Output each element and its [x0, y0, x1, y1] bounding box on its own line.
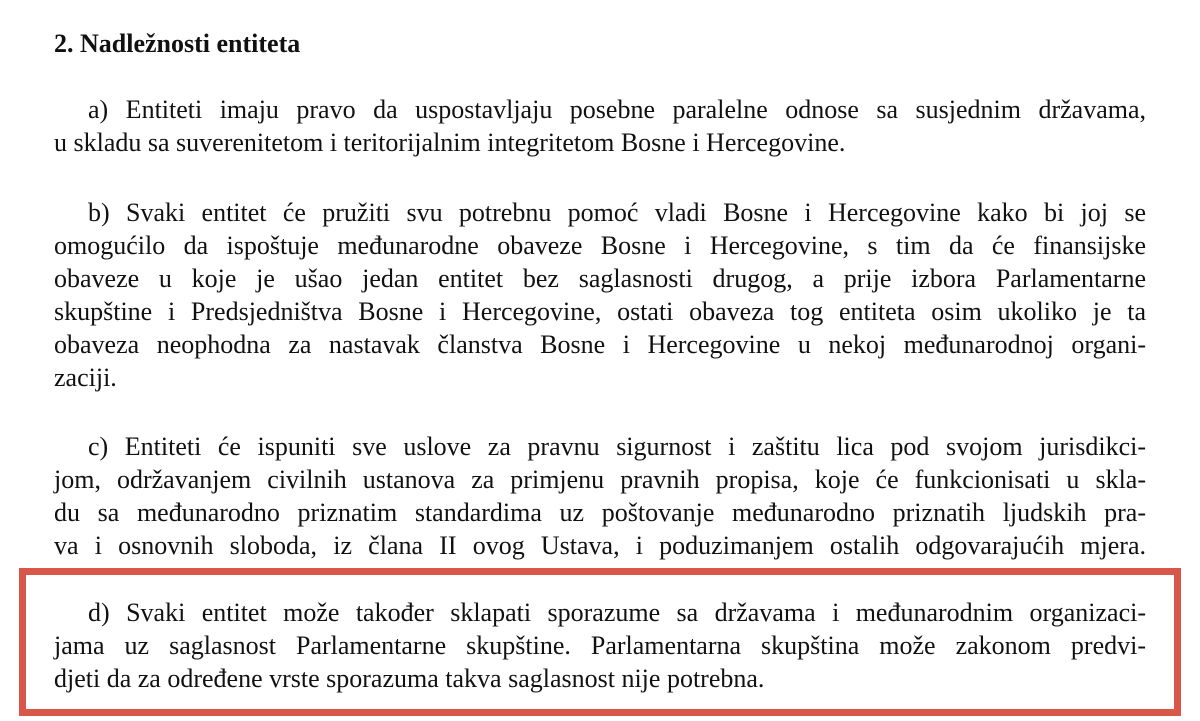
paragraph-line: va i osnovnih sloboda, iz člana II ovog Ustava, i poduzimanjem ostalih odgovarajućih mjera.: [54, 531, 1146, 560]
paragraph-line: zaciji.: [54, 363, 117, 392]
paragraph-line: d) Svaki entitet može također sklapati sporazume sa državama i međunarodnim organizaci-: [88, 598, 1146, 627]
paragraph-line: omogućilo da ispoštuje međunarodne obaveze Bosne i Hercegovine, s tim da će finansijske: [54, 231, 1146, 260]
paragraph-line: u skladu sa suverenitetom i teritorijalnim integritetom Bosne i Hercegovine.: [54, 128, 846, 157]
paragraph-line: du sa međunarodno priznatim standardima uz poštovanje međunarodno priznatih ljudskih pra-: [54, 498, 1146, 527]
paragraph-line: djeti da za određene vrste sporazuma takva saglasnost nije potrebna.: [54, 664, 765, 693]
paragraph-line: jama uz saglasnost Parlamentarne skupštine. Parlamentarna skupština može zakonom predvi-: [54, 631, 1146, 660]
paragraph-b: [54, 196, 1146, 394]
paragraph-line: jom, održavanjem civilnih ustanova za primjenu pravnih propisa, koje će funkcionisati u skla-: [54, 465, 1146, 494]
paragraph-line: c) Entiteti će ispuniti sve uslove za pravnu sigurnost i zaštitu lica pod svojom jurisdikci-: [88, 432, 1146, 461]
paragraph-c: [54, 430, 1146, 562]
section-heading: 2. Nadležnosti entiteta: [54, 29, 301, 58]
paragraph-d: [54, 596, 1146, 695]
paragraph-line: a) Entiteti imaju pravo da uspostavljaju posebne paralelne odnose sa susjednim državama,: [88, 95, 1146, 124]
paragraph-line: b) Svaki entitet će pružiti svu potrebnu pomoć vladi Bosne i Hercegovine kako bi joj se: [88, 198, 1146, 227]
paragraph-line: skupštine i Predsjedništva Bosne i Hercegovine, ostati obaveza tog entiteta osim ukoliko je ta: [54, 297, 1146, 326]
paragraph-a: [54, 93, 1146, 159]
paragraph-line: obaveze u koje je ušao jedan entitet bez saglasnosti drugog, a prije izbora Parlamentarne: [54, 264, 1146, 293]
paragraph-line: obaveza neophodna za nastavak članstva Bosne i Hercegovine u nekoj međunarodnoj organi-: [54, 330, 1146, 359]
